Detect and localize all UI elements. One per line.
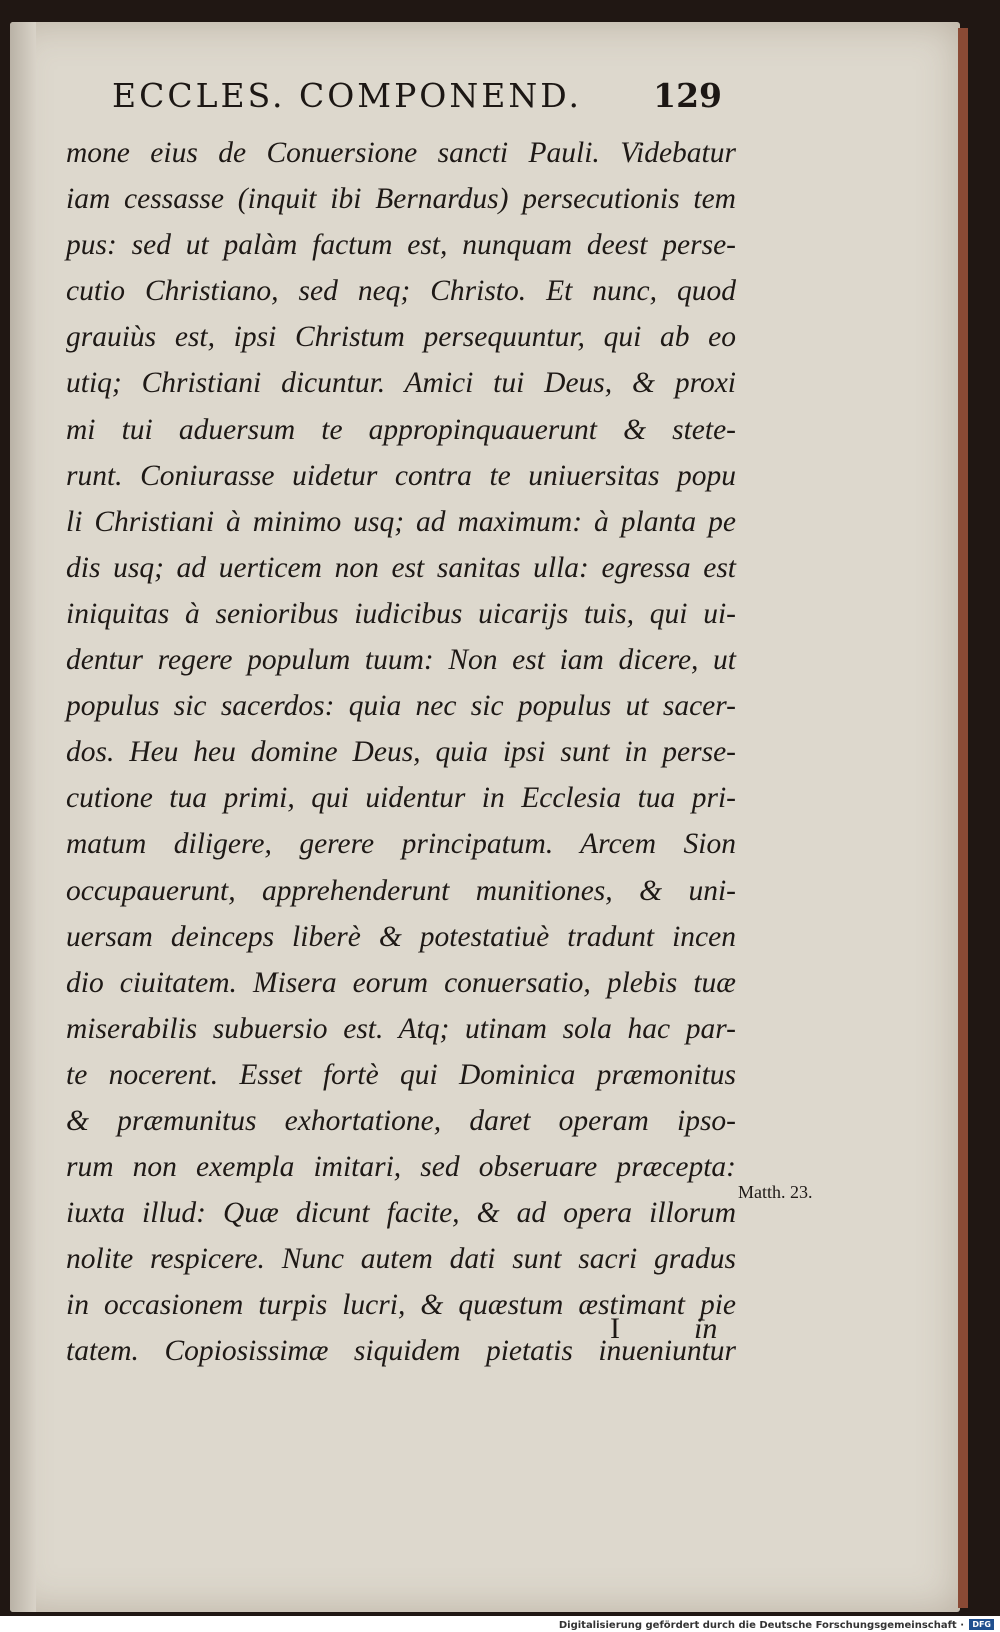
text-line: dentur regere populum tuum: Non est iam dicere, ut xyxy=(66,644,736,677)
text-line: & præmunitus exhortatione, daret operam ipso- xyxy=(66,1104,736,1137)
text-line: nolite respicere. Nunc autem dati sunt sacri gradus xyxy=(66,1243,736,1276)
footer-credit: Digitalisierung gefördert durch die Deutsche Forschungsgemeinschaft · xyxy=(558,1620,964,1631)
text-line: tatem. Copiosissimæ siquidem pietatis inueniuntur xyxy=(66,1335,736,1368)
text-line: cutio Christiano, sed neq; Christo. Et nunc, quod xyxy=(66,275,736,308)
text-line: li Christiani à minimo usq; ad maximum: à planta pe xyxy=(66,505,736,538)
page-number: 129 xyxy=(653,76,722,115)
text-line: iam cessasse (inquit ibi Bernardus) persecutionis tem xyxy=(66,183,736,216)
text-line: matum diligere, gerere principatum. Arcem Sion xyxy=(66,828,736,861)
text-line: rum non exempla imitari, sed obseruare præcepta: xyxy=(66,1151,736,1184)
text-line: dos. Heu heu domine Deus, quia ipsi sunt in perse- xyxy=(66,736,736,769)
catchword: in xyxy=(694,1312,718,1345)
text-line: pus: sed ut palàm factum est, nunquam deest perse- xyxy=(66,229,736,262)
text-line: runt. Coniurasse uidetur contra te uniuersitas popu xyxy=(66,459,736,492)
text-line: cutione tua primi, qui uidentur in Ecclesia tua pri- xyxy=(66,782,736,815)
text-line: mone eius de Conuersione sancti Pauli. Videbatur xyxy=(66,137,736,169)
text-line: iuxta illud: Quæ dicunt facite, & ad opera illorum xyxy=(66,1197,736,1230)
text-line: mi tui aduersum te appropinquauerunt & stete- xyxy=(66,413,736,446)
text-line: miserabilis subuersio est. Atq; utinam sola hac par- xyxy=(66,1012,736,1045)
text-line: grauiùs est, ipsi Christum persequuntur, qui ab eo xyxy=(66,321,736,354)
text-line: iniquitas à senioribus iudicibus uicarijs tuis, qui ui- xyxy=(66,597,736,630)
page-gutter-shadow xyxy=(10,22,36,1612)
text-line: occupauerunt, apprehenderunt munitiones, & uni- xyxy=(66,874,736,907)
book-cover-edge xyxy=(958,28,968,1608)
text-line: uersam deinceps liberè & potestatiuè tradunt incen xyxy=(66,920,736,953)
body-text xyxy=(66,130,736,1375)
text-line: populus sic sacerdos: quia nec sic populus ut sacer- xyxy=(66,690,736,723)
footer-bar xyxy=(0,1616,1000,1632)
text-line: dio ciuitatem. Misera eorum conuersatio, plebis tuæ xyxy=(66,966,736,999)
dfg-logo: DFG xyxy=(969,1619,994,1630)
text-line: dis usq; ad uerticem non est sanitas ulla: egressa est xyxy=(66,551,736,584)
running-head xyxy=(112,76,722,124)
text-line: utiq; Christiani dicuntur. Amici tui Deus, & proxi xyxy=(66,367,736,400)
margin-note: Matth. 23. xyxy=(738,1182,813,1202)
signature-mark: I xyxy=(610,1312,620,1345)
text-line: te nocerent. Esset fortè qui Dominica præmonitus xyxy=(66,1058,736,1091)
text-line: in occasionem turpis lucri, & quæstum æstimant pie xyxy=(66,1289,736,1322)
running-title: ECCLES. COMPONEND. xyxy=(112,76,582,115)
